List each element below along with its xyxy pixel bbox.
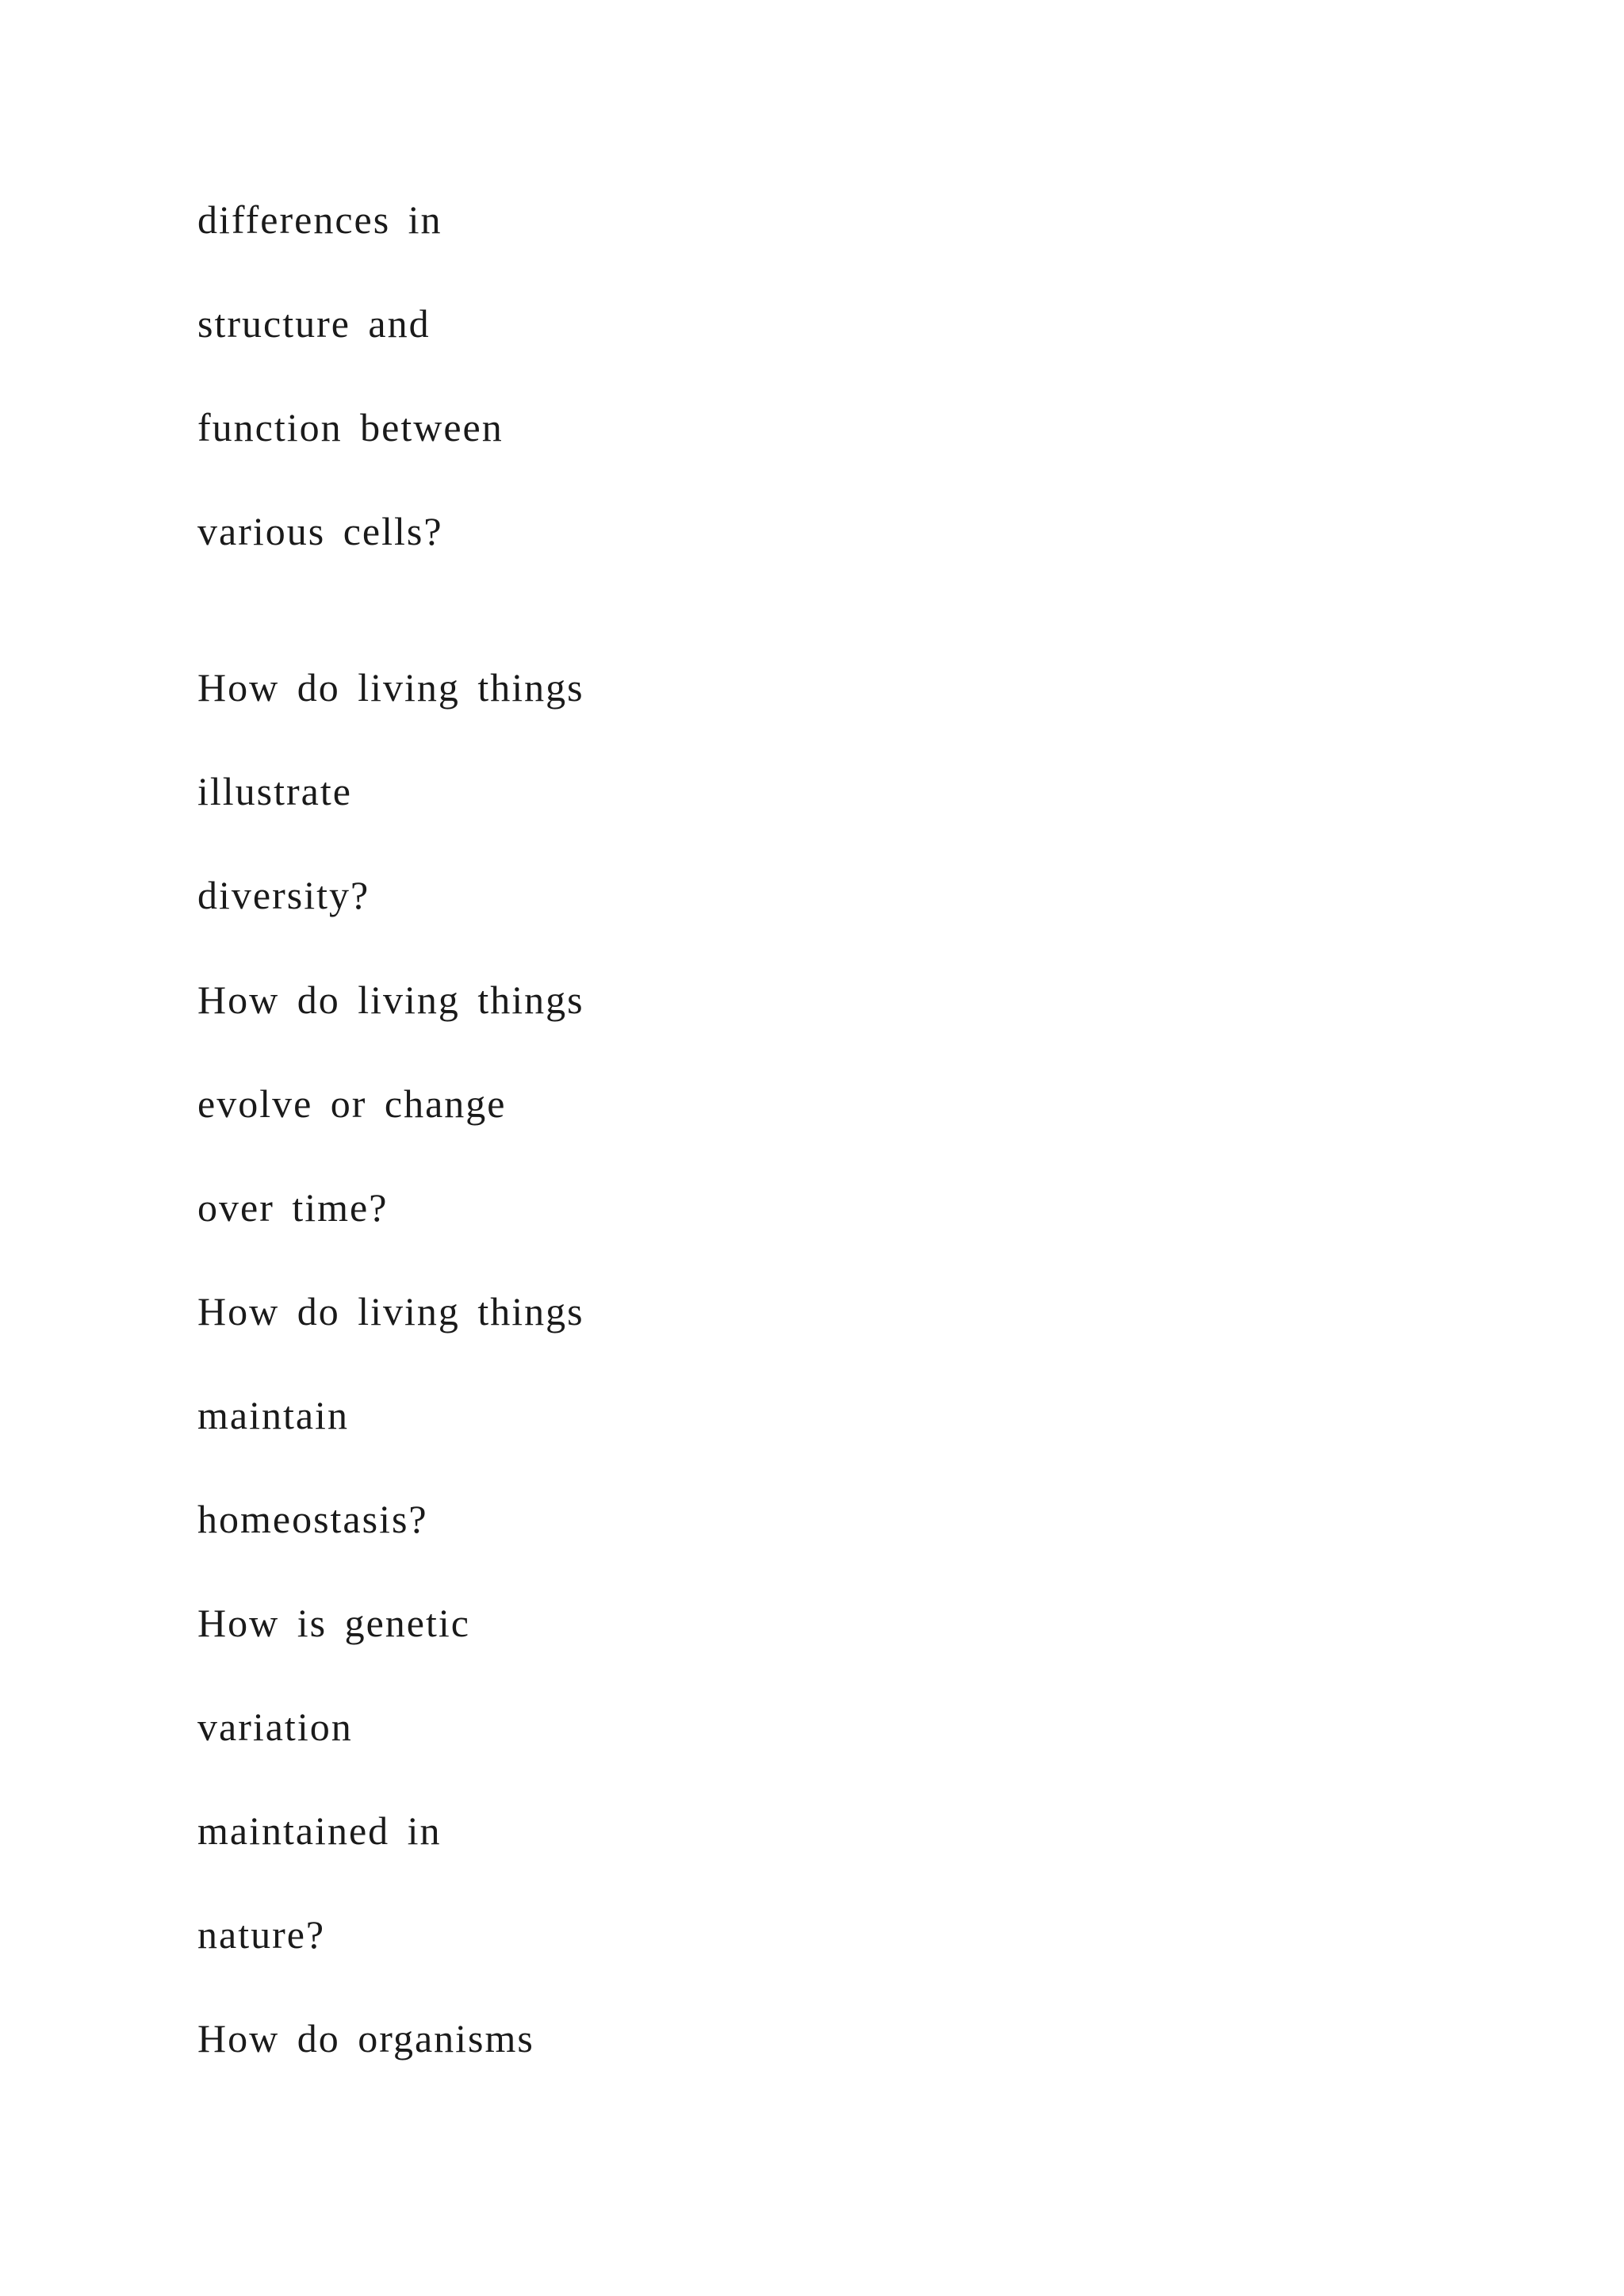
text-line: maintain [197,1393,349,1437]
text-line: function between [197,405,504,450]
text-line: illustrate [197,769,352,813]
text-line: diversity? [197,873,370,917]
text-line: differences in [197,197,442,242]
text-line: How is genetic [197,1601,470,1645]
text-line: nature? [197,1912,326,1957]
text-line: variation [197,1705,353,1749]
text-line: How do living things [197,665,584,710]
text-line: various cells? [197,509,443,553]
text-line: homeostasis? [197,1497,428,1541]
text-line: maintained in [197,1808,442,1853]
text-line: structure and [197,301,431,346]
text-line: over time? [197,1185,389,1230]
text-line: How do living things [197,1289,584,1334]
text-line: How do organisms [197,2016,534,2061]
text-line: evolve or change [197,1081,507,1126]
text-line: How do living things [197,978,584,1022]
